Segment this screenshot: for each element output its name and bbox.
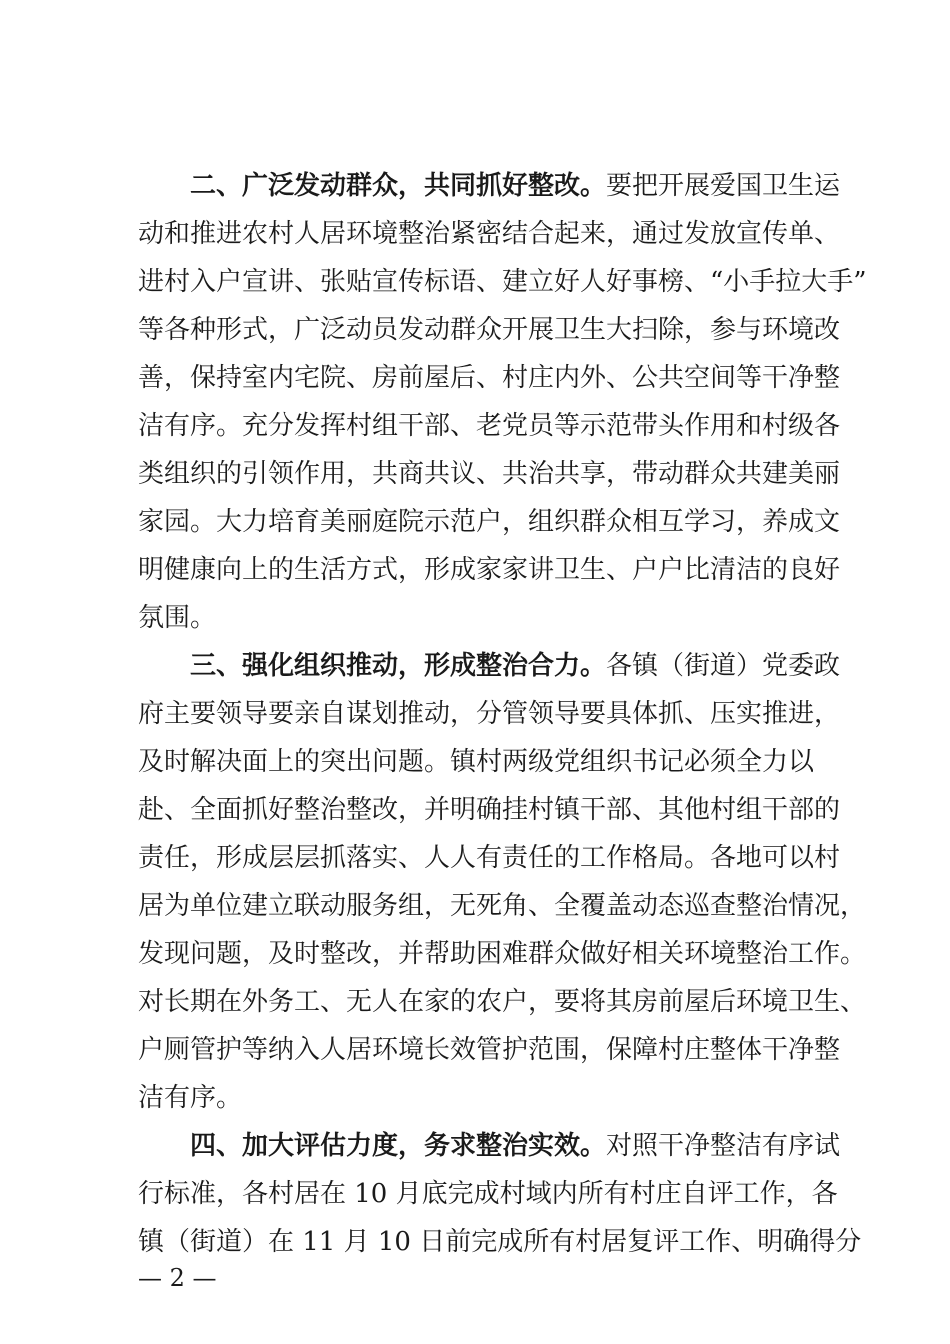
paragraph-line	[190, 162, 841, 210]
paragraph-text: 对照干净整洁有序试	[606, 1131, 841, 1161]
page-number: — 2 —	[138, 1264, 217, 1292]
paragraph-text: 要把开展爱国卫生运	[606, 171, 841, 201]
paragraph-line: 府主要领导要亲自谋划推动，分管领导要具体抓、压实推进，	[138, 699, 841, 729]
paragraph-text: 各镇（街道）党委政	[606, 651, 841, 681]
paragraph-line: 氛围。	[138, 603, 217, 633]
paragraph-line	[190, 1122, 841, 1170]
paragraph-line	[190, 642, 841, 690]
paragraph-line: 明健康向上的生活方式，形成家家讲卫生、户户比清洁的良好	[138, 555, 841, 585]
paragraph-line: 赴、全面抓好整治整改，并明确挂村镇干部、其他村组干部的	[138, 795, 841, 825]
paragraph-line: 镇（街道）在 11 月 10 日前完成所有村居复评工作、明确得分	[138, 1227, 862, 1257]
paragraph-line: 类组织的引领作用，共商共议、共治共享，带动群众共建美丽	[138, 459, 841, 489]
paragraph-line: 行标准，各村居在 10 月底完成村域内所有村庄自评工作，各	[138, 1179, 838, 1209]
section-heading: 二、广泛发动群众，共同抓好整改。	[190, 171, 607, 201]
paragraph-line: 善，保持室内宅院、房前屋后、村庄内外、公共空间等干净整	[138, 363, 841, 393]
paragraph-line: 洁有序。	[138, 1083, 243, 1113]
section-heading: 四、加大评估力度，务求整治实效。	[190, 1131, 607, 1161]
paragraph-line: 及时解决面上的突出问题。镇村两级党组织书记必须全力以	[138, 747, 815, 777]
section-heading: 三、强化组织推动，形成整治合力。	[190, 651, 607, 681]
paragraph-line: 居为单位建立联动服务组，无死角、全覆盖动态巡查整治情况，	[138, 891, 867, 921]
paragraph-line: 户厕管护等纳入人居环境长效管护范围，保障村庄整体干净整	[138, 1035, 841, 1065]
paragraph-line: 责任，形成层层抓落实、人人有责任的工作格局。各地可以村	[138, 843, 841, 873]
paragraph-line: 进村入户宣讲、张贴宣传标语、建立好人好事榜、“小手拉大手”	[138, 267, 867, 297]
paragraph-line: 动和推进农村人居环境整治紧密结合起来，通过发放宣传单、	[138, 219, 841, 249]
paragraph-line: 等各种形式，广泛动员发动群众开展卫生大扫除，参与环境改	[138, 315, 841, 345]
paragraph-line: 洁有序。充分发挥村组干部、老党员等示范带头作用和村级各	[138, 411, 841, 441]
paragraph-line: 发现问题，及时整改，并帮助困难群众做好相关环境整治工作。	[138, 939, 867, 969]
paragraph-line: 家园。大力培育美丽庭院示范户，组织群众相互学习，养成文	[138, 507, 841, 537]
paragraph-line: 对长期在外务工、无人在家的农户，要将其房前屋后环境卫生、	[138, 987, 867, 1017]
